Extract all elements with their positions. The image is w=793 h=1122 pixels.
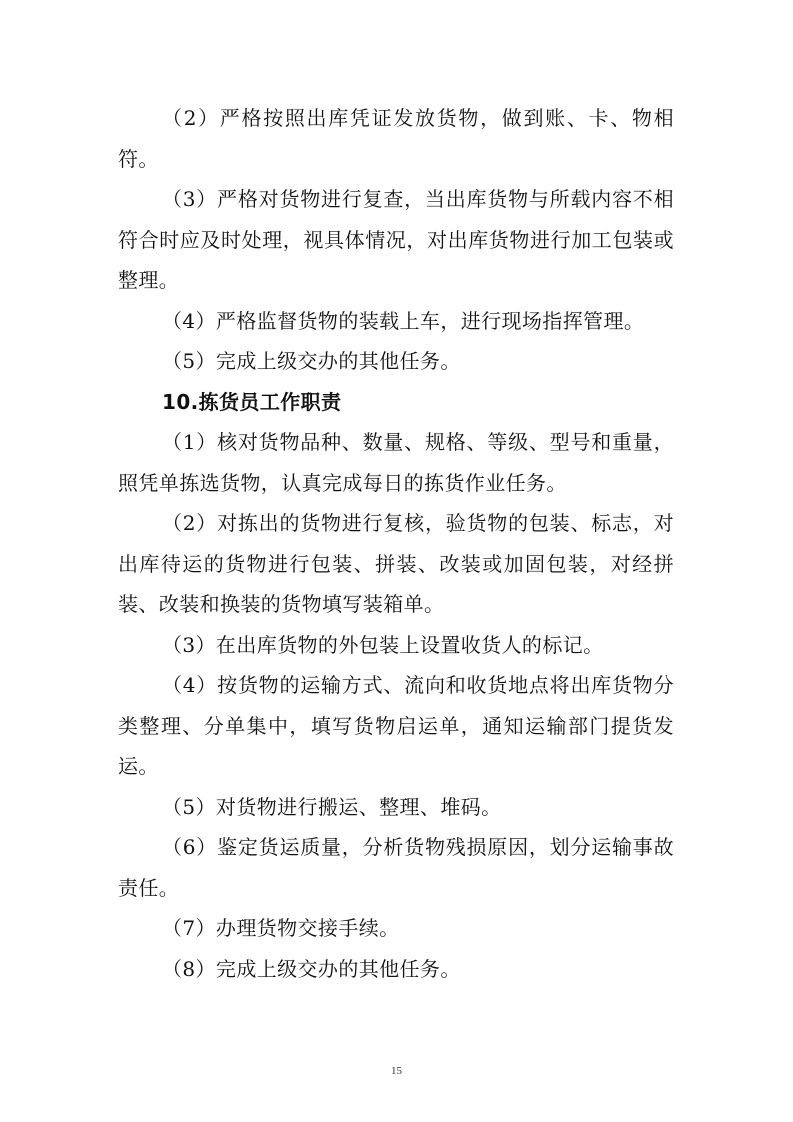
section-item-2: （2）对拣出的货物进行复核，验货物的包装、标志，对出库待运的货物进行包装、拼装、改装或加固包装，对经拼装、改装和换装的货物填写装箱单。 [118, 511, 674, 616]
section-heading: 10.拣货员工作职责 [162, 389, 342, 414]
paragraph-5: （5）完成上级交办的其他任务。 [162, 349, 461, 373]
section-item-3: （3）在出库货物的外包装上设置收货人的标记。 [162, 632, 604, 657]
paragraph-2: （2）严格按照出库凭证发放货物，做到账、卡、物相符。 [118, 106, 674, 171]
section-item-6: （6）鉴定货运质量，分析货物残损原因，划分运输事故责任。 [118, 835, 674, 900]
page-body [118, 98, 674, 989]
page-number: 15 [391, 1065, 402, 1077]
section-item-1: （1）核对货物品种、数量、规格、等级、型号和重量，照凭单拣选货物，认真完成每日的拣货作业任务。 [118, 430, 674, 495]
section-item-4: （4）按货物的运输方式、流向和收货地点将出库货物分类整理、分单集中，填写货物启运单，通知运输部门提货发运。 [118, 673, 674, 778]
section-item-7: （7）办理货物交接手续。 [162, 916, 400, 940]
paragraph-4: （4）严格监督货物的装载上车，进行现场指挥管理。 [162, 308, 645, 333]
section-item-8: （8）完成上级交办的其他任务。 [162, 956, 461, 981]
paragraph-3: （3）严格对货物进行复查，当出库货物与所载内容不相符合时应及时处理，视具体情况，对出库货物进行加工包装或整理。 [118, 187, 674, 292]
section-item-5: （5）对货物进行搬运、整理、堆码。 [162, 794, 502, 819]
